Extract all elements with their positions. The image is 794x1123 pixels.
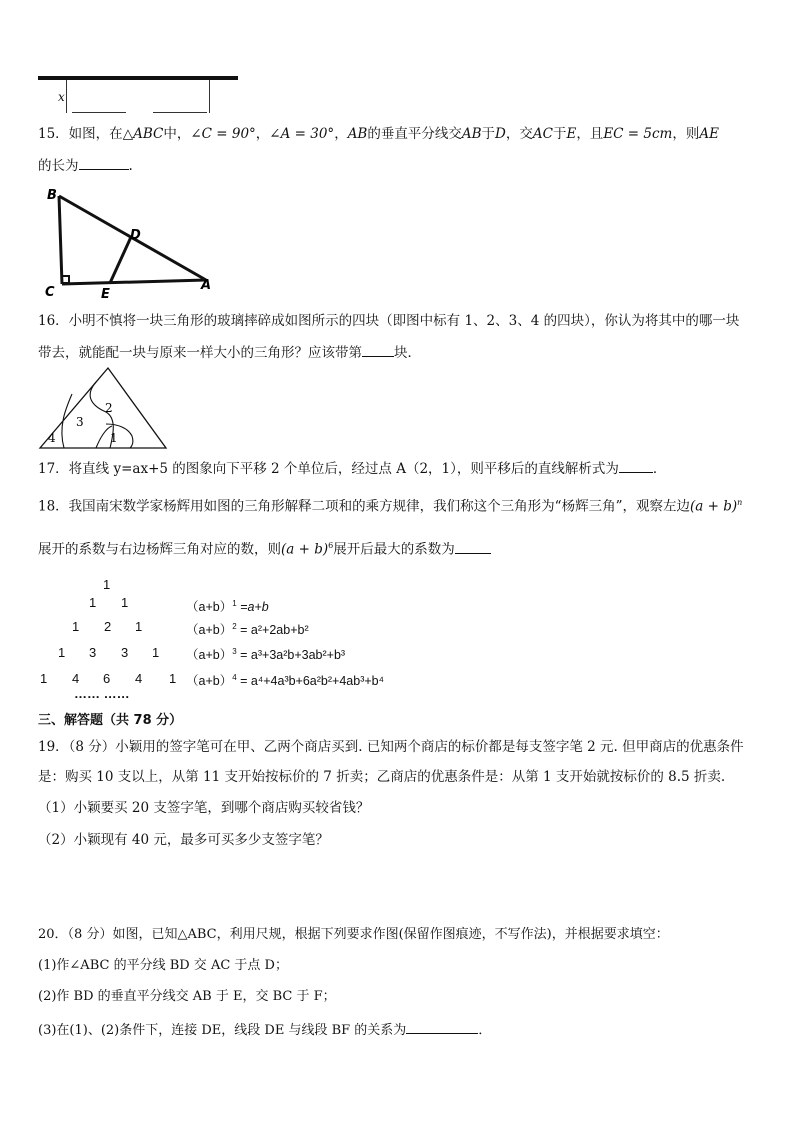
yh-r4-c0: 1 bbox=[40, 671, 48, 686]
label-A: A bbox=[201, 278, 212, 293]
formula-4: $(a+b)^4 = a^4+4a^3b+6a^2b^2+4ab^3+b^4$ bbox=[186, 672, 384, 688]
q15-answer-blank[interactable] bbox=[79, 155, 129, 170]
label-D: D bbox=[130, 228, 141, 243]
q20-step3: (3)在(1)、(2)条件下，连接 DE，线段 DE 与线段 BF 的关系为 ． bbox=[38, 1019, 491, 1040]
q20-step1: (1)作∠ABC 的平分线 BD 交 AC 于点 D； bbox=[38, 958, 288, 973]
q18-answer-blank[interactable] bbox=[455, 539, 491, 554]
q16-line2: 带去，就能配一块与原来一样大小的三角形？应该带第 块． bbox=[38, 342, 421, 362]
q19-line2: 是：购买 10 支以上，从第 11 支开始按标价的 7 折卖；乙商店的优惠条件是：从第 1 支开始就按标价的 8.5 折卖. bbox=[38, 769, 726, 785]
yh-dots: …… …… bbox=[74, 686, 130, 701]
q18-line1: 18．我国南宋数学家杨辉用如图的三角形解释二项和的乘方规律，我们称这个三角形为“杨辉三角”，观察左边$(a + b)^n$ bbox=[38, 498, 743, 515]
yh-r4-c3: 4 bbox=[135, 671, 143, 686]
q15-line2: 的长为 . bbox=[38, 155, 133, 175]
yh-r2-c2: 1 bbox=[135, 619, 143, 634]
q16-answer-blank[interactable] bbox=[362, 342, 394, 357]
q19-sub1: （1）小颖要买 20 支签字笔，到哪个商店购买较省钱？ bbox=[38, 800, 370, 816]
yh-r1-c1: 1 bbox=[121, 595, 129, 610]
q19-sub2: （2）小颖现有 40 元，最多可买多少支签字笔？ bbox=[38, 832, 329, 848]
label-C: C bbox=[45, 285, 55, 300]
blank-line-1 bbox=[72, 112, 126, 113]
q19-line1: 19．（8 分）小颖用的签字笔可在甲、乙两个商店买到. 已知两个商店的标价都是每支签字笔 2 元. 但甲商店的优惠条件 bbox=[38, 739, 744, 755]
blank-line-2 bbox=[153, 112, 207, 113]
q17-answer-blank[interactable] bbox=[619, 458, 653, 473]
section3-heading: 三、解答题（共 78 分） bbox=[38, 713, 183, 728]
piece-label-1: 1 bbox=[110, 431, 118, 445]
yh-r4-c2: 6 bbox=[103, 671, 111, 686]
yh-r1-c0: 1 bbox=[89, 595, 97, 610]
q17-line: 17．将直线 y=ax+5 的图象向下平移 2 个单位后，经过点 A（2，1），则平移后的直线解析式为 ． bbox=[38, 458, 666, 478]
q20-step2: (2)作 BD 的垂直平分线交 AB 于 E，交 BC 于 F； bbox=[38, 989, 336, 1004]
yh-r4-c4: 1 bbox=[169, 671, 177, 686]
yh-r3-c1: 3 bbox=[89, 645, 97, 660]
q15-triangle-figure bbox=[40, 182, 220, 302]
q20-answer-blank[interactable] bbox=[406, 1019, 478, 1034]
formula-2: $(a+b)^2 = a^2+2ab+b^2$ bbox=[186, 621, 309, 637]
x-label: x bbox=[58, 90, 65, 104]
q16-line1: 16．小明不慎将一块三角形的玻璃摔碎成如图所示的四块（即图中标有 1、2、3、4 的四块），你认为将其中的哪一块 bbox=[38, 313, 740, 329]
yh-r3-c3: 1 bbox=[152, 645, 160, 660]
piece-label-2: 2 bbox=[105, 401, 113, 415]
label-B: B bbox=[47, 188, 57, 203]
piece-label-4: 4 bbox=[48, 431, 56, 445]
yh-r3-c0: 1 bbox=[58, 645, 66, 660]
yh-r2-c0: 1 bbox=[72, 619, 80, 634]
formula-3: $(a+b)^3 = a^3+3a^2b+3ab^2+b^3$ bbox=[186, 646, 346, 662]
yh-r3-c2: 3 bbox=[121, 645, 129, 660]
yh-r2-c1: 2 bbox=[104, 619, 112, 634]
label-E: E bbox=[101, 287, 110, 302]
q16-broken-triangle-figure bbox=[36, 364, 170, 452]
q18-line2: 展开的系数与右边杨辉三角对应的数，则$(a + b)^6$展开后最大的系数为 bbox=[38, 537, 491, 559]
piece-label-3: 3 bbox=[76, 415, 84, 429]
answer-box bbox=[66, 80, 210, 113]
formula-1: $(a+b)^1 =a+b$ bbox=[186, 598, 269, 614]
q20-line1: 20．（8 分）如图，已知△ABC，利用尺规，根据下列要求作图(保留作图痕迹，不写作法)，并根据要求填空： bbox=[38, 927, 669, 942]
yh-r0-c0: 1 bbox=[103, 577, 111, 592]
yh-r4-c1: 4 bbox=[72, 671, 80, 686]
previous-question-fragment bbox=[38, 76, 238, 116]
q15-line1: 15．如图，在△ABC中，∠C = 90°，∠A = 30°，AB的垂直平分线交AB于D，交AC于E，且EC = 5cm，则AE bbox=[38, 126, 719, 142]
